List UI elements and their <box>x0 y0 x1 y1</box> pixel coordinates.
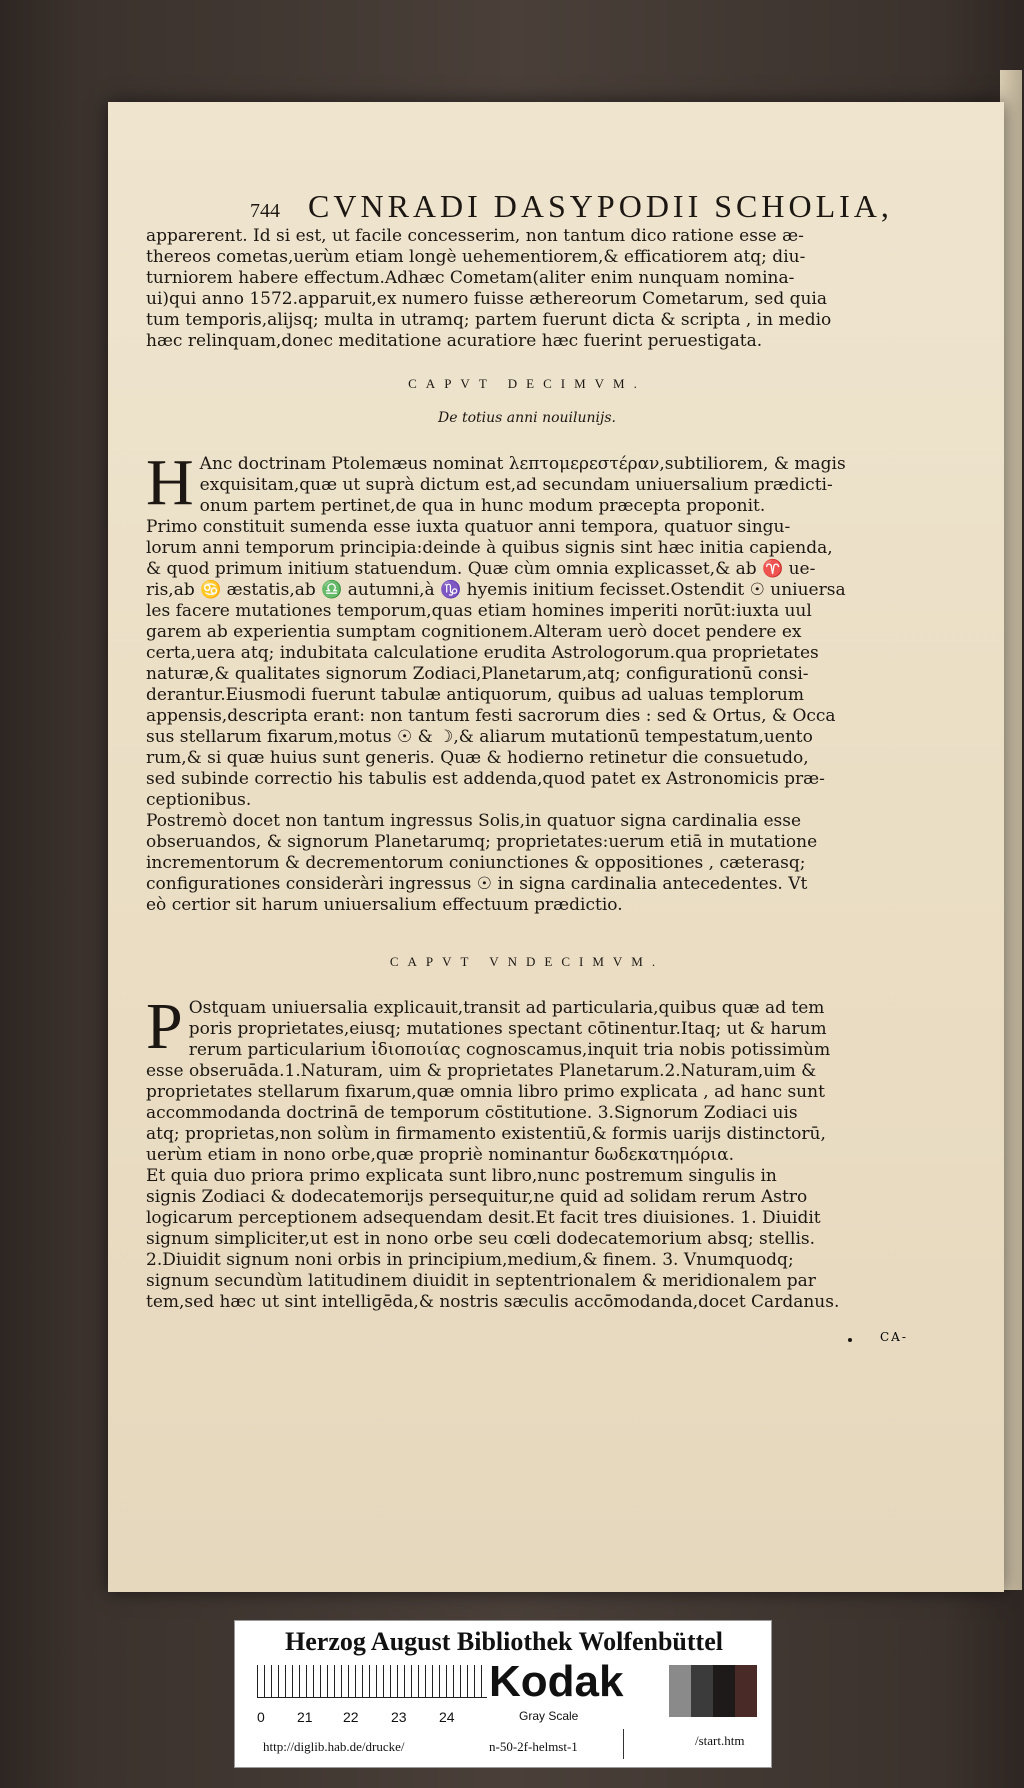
swatch <box>713 1665 735 1717</box>
scale-ruler <box>257 1665 487 1698</box>
text-line: sus stellarum fixarum,motus ☉ & ☽,& aliarum mutationū tempestatum,uento <box>146 727 813 747</box>
text-line: tum temporis,alijsq; multa in utramq; partem fuerunt dicta & scripta , in medio <box>146 310 832 330</box>
text-line: signum secundùm latitudinem diuidit in septentrionalem & meridionalem par <box>146 1271 816 1291</box>
text-line: tem,sed hæc ut sint intelligēda,& nostris sæculis accōmodanda,docet Cardanus. <box>146 1292 840 1312</box>
chapter-subtitle: De totius anni nouilunijs. <box>438 410 616 426</box>
intro-paragraph <box>146 226 908 352</box>
text-line: atq; proprietas,non solùm in firmamento existentiū,& formis uarijs distinctorū, <box>146 1124 826 1144</box>
running-head <box>250 188 950 225</box>
text-line: eò certior sit harum uniuersalium effectuum prædictio. <box>146 895 623 915</box>
start-path: /start.htm <box>695 1733 745 1748</box>
text-line: hæc relinquam,donec meditatione acuratiore hæc fuerint peruestigata. <box>146 331 763 351</box>
text-line: Postremò docet non tantum ingressus Solis,in quatuor signa cardinalia esse <box>146 811 802 831</box>
text-line: Et quia duo priora primo explicata sunt libro,nunc postremum singulis in <box>146 1166 777 1186</box>
swatch <box>691 1665 713 1717</box>
text-line: proprietates stellarum fixarum,quæ omnia libro primo explicata , ad hanc sunt <box>146 1082 825 1102</box>
text-line: signum simpliciter,ut est in nono orbe seu cœli dodecatemorium absq; stellis. <box>146 1229 816 1249</box>
gray-scale-label: Gray Scale <box>519 1709 579 1723</box>
text-line: thereos cometas,uerùm etiam longè uehementiorem,& efficatiorem atq; diu- <box>146 247 806 267</box>
ruler-label: 21 <box>297 1709 313 1725</box>
text-line: certa,uera atq; indubitata calculatione erudita Astrologorum.qua proprietates <box>146 643 819 663</box>
ruler-label: 0 <box>257 1709 265 1725</box>
text-line: appensis,descripta erant: non tantum festi sacrorum dies : sed & Ortus, & Occa <box>146 706 836 726</box>
text-line: Anc doctrinam Ptolemæus nominat λεπτομερεστέραν,subtiliorem, & magis <box>199 454 846 474</box>
text-line: poris proprietates,eiusq; mutationes spectant cōtinentur.Itaq; ut & harum <box>188 1019 827 1039</box>
ruler-label: 23 <box>391 1709 407 1725</box>
swatch <box>735 1665 757 1717</box>
text-line: sed subinde correctio his tabulis est addenda,quod patet ex Astronomicis præ- <box>146 769 825 789</box>
text-line: naturæ,& qualitates signorum Zodiaci,Planetarum,atq; configurationū consi- <box>146 664 809 684</box>
text-line: apparerent. Id si est, ut facile concesserim, non tantum dico ratione esse æ- <box>146 226 804 246</box>
text-line: lorum anni temporum principia:deinde à quibus signis sint hæc initia capienda, <box>146 538 833 558</box>
chapter-10-heading <box>146 376 908 426</box>
separator <box>623 1729 624 1759</box>
swatch <box>669 1665 691 1717</box>
chapter-11-heading <box>146 954 908 970</box>
kodak-logo: Kodak <box>489 1657 624 1706</box>
gray-swatches <box>669 1665 757 1717</box>
catchword: CA- <box>880 1330 908 1344</box>
source-url: http://diglib.hab.de/drucke/ <box>263 1739 405 1754</box>
text-line: esse obseruāda.1.Naturam, uim & proprietates Planetarum.2.Naturam,uim & <box>146 1061 817 1081</box>
text-line: incrementorum & decrementorum coniunctiones & oppositiones , cæterasq; <box>146 853 806 873</box>
text-line: ui)qui anno 1572.apparuit,ex numero fuisse æthereorum Cometarum, sed quia <box>146 289 828 309</box>
text-line: obseruandos, & signorum Planetarumq; proprietates:uerum etiā in mutatione <box>146 832 818 852</box>
text-line: exquisitam,quæ ut suprà dictum est,ad secundam uniuersalium prædicti- <box>199 475 833 495</box>
text-line: Ostquam uniuersalia explicauit,transit ad particularia,quibus quæ ad tem <box>188 998 825 1018</box>
text-line: les facere mutationes temporum,quas etiam homines imperiti norūt:iuxta uul <box>146 601 812 621</box>
ruler-label: 24 <box>439 1709 455 1725</box>
library-name: Herzog August Bibliothek Wolfenbüttel <box>285 1627 723 1656</box>
drop-cap: H <box>146 446 194 519</box>
text-line: Primo constituit sumenda esse iuxta quatuor anni tempora, quatuor singu- <box>146 517 791 537</box>
text-line: derantur.Eiusmodi fuerunt tabulæ antiquorum, quibus ad ualuas templorum <box>146 685 804 705</box>
text-line: ceptionibus. <box>146 790 252 810</box>
text-line: configurationes consideràri ingressus ☉ in signa cardinalia antecedentes. Vt <box>146 874 808 894</box>
text-line: accommodanda doctrinā de temporum cōstitutione. 3.Signorum Zodiaci uis <box>146 1103 798 1123</box>
text-line: turniorem habere effectum.Adhæc Cometam(aliter enim nunquam nomina- <box>146 268 795 288</box>
text-line: ris,ab ♋ æstatis,ab ♎ autumni,à ♑ hyemis initium fecisset.Ostendit ☉ uniuersa <box>146 580 846 600</box>
chapter-title: CAPVT DECIMVM. <box>408 376 646 391</box>
text-line: rerum particularium ἰδιοποιίας cognoscamus,inquit tria nobis potissimùm <box>188 1040 831 1060</box>
chapter-title: CAPVT VNDECIMVM. <box>389 954 665 969</box>
drop-cap: P <box>146 990 183 1063</box>
chapter-11-body <box>146 990 908 1313</box>
text-line: onum partem pertinet,de qua in hunc modum præcepta proponit. <box>199 496 766 516</box>
text-line: logicarum perceptionem adsequendam desit.Et facit tres diuisiones. 1. Diuidit <box>146 1208 821 1228</box>
text-line: rum,& si quæ huius sunt generis. Quæ & hodierno retinetur die consuetudo, <box>146 748 809 768</box>
text-line: uerùm etiam in nono orbe,quæ propriè nominantur δωδεκατημόρια. <box>146 1145 734 1165</box>
chapter-10-body <box>146 446 908 916</box>
text-line: signis Zodiaci & dodecatemorijs persequitur,ne quid ad solidam rerum Astro <box>146 1187 808 1207</box>
text-line: 2.Diuidit signum noni orbis in principium,medium,& finem. 3. Vnumquodq; <box>146 1250 794 1270</box>
text-line: & quod primum initium statuendum. Quæ cùm omnia explicasset,& ab ♈ ue- <box>146 559 816 579</box>
ornament-dot <box>848 1338 852 1342</box>
ruler-label: 22 <box>343 1709 359 1725</box>
document-id: n-50-2f-helmst-1 <box>489 1739 578 1754</box>
page-number: 744 <box>250 200 280 222</box>
running-title: CVNRADI DASYPODII SCHOLIA, <box>308 188 893 224</box>
text-line: garem ab experientia sumptam cognitionem.Alteram uerò docet pendere ex <box>146 622 802 642</box>
calibration-card <box>234 1620 772 1768</box>
